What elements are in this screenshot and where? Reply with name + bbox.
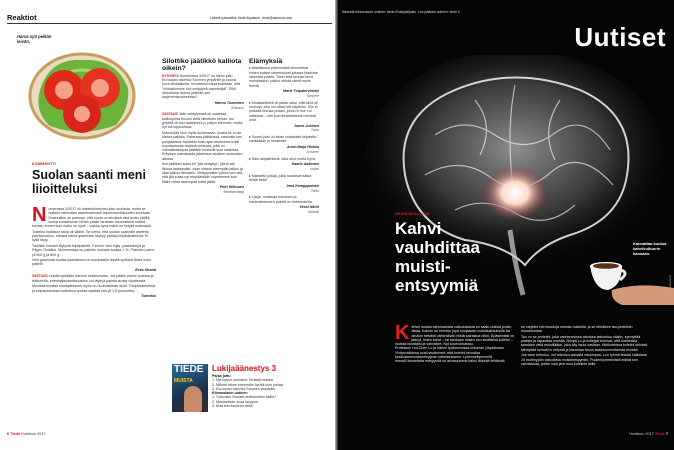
article-text: ahvin muista vahvistavista vaikutuksista on saatu uutisia jonkin aikaa. Kahvin on kerrottu jopa suojaavan muistisairauksilta tai ainakin selvästi vähentävän niistä sairastua riihin. Epäselvästi on jäänyt, miten kahvi – tai tarkkaan ottaen sen sisältämä kofeiini – muistia boostaisi ja vahvistee. Nyt kuva kirkastuu. <box>395 325 515 347</box>
brain-hotspot <box>481 165 549 221</box>
q1-paragraph: Kun jäätikkö sulaa eli "jää vetäytyy", jää ei ala liikkua taaksepäin, vaan virtaus eteenpäin jatkuu ja siksi jatkuu hiontakin. Vetäytymisen jottua vain sitä, että jää sulaa nyt etupäästään nopeammin kuin tilalle virtaa taaempaa uutta jäätä. <box>162 162 244 184</box>
reaction-place: Helsinki <box>307 210 319 214</box>
reaction-signature: Anne-Maija Hinkka <box>287 145 319 150</box>
reader-poll <box>212 364 322 408</box>
closing-paragraph: Monissa leivissä suolapitoisuus myös on huomattavan suuri. Padpintaleivissä ja esipaistetuissa tuotteissa suolaa saattaa olla yli 1,5 prosenttia. <box>32 284 156 293</box>
reaction-text: Sain lahjalehtenä. Aika ohut mutta hyvä. <box>251 156 316 161</box>
cover-title: TIEDE <box>174 364 204 375</box>
page-gutter <box>335 0 338 450</box>
poll-best-item: 3. Euroopan rakentui Suomen ympärille <box>212 386 276 391</box>
article-paragraph: Professori Hui-Chen Lu ja hänen työtovernissa Indianan yliopistossa Yhdysvalloissa ovat havainneet, että kofeiini tehostaa keskushermostoentsyymin valmistukseen. Lyhenneltymmellä nmnat2:tunnettuta entsyymiä on aivosoumme kaksi tärkeää tehtävää. <box>395 346 506 364</box>
left-footer <box>7 432 46 436</box>
tomato-seeds <box>74 106 90 122</box>
right-page <box>337 0 674 450</box>
poll-best-label: Paras juttu <box>212 374 231 378</box>
q1-signature-role: tiedetoimittaja <box>223 189 244 194</box>
right-footer <box>629 432 668 436</box>
q1-label: KYSYMYS <box>162 73 179 78</box>
vastaus-text: Leipää syödään harvoin sellaisenaan. Jos päälle panee juustoa ja leikkeleitä, enimmäissaantisuositus voi täyttyä parista isosta viipaleesta. <box>32 274 154 283</box>
bullet-arrow-icon: ▸ <box>249 173 251 178</box>
reaction-place: Joroinen <box>306 149 319 154</box>
news-header-line: Äänestä kiinnostavin uutinen: tiede.fi/lukijakilpailu. Lue pääsän uutinen: tiede.fi <box>342 10 460 14</box>
tomato-seeds <box>55 81 73 99</box>
article-paragraph: Tau on se proteiini, joka vanhenevissa aivoissa laskostuu väärin, syrmyttää plakkia ja rapauttaa muistia. Niinpä Lu ja kollegat toivovat, että kofeiinista saadaan vielä muistilääke, joka käy tauta vastaan. Hiirikokeissa kofeiini selvästi kiihdyttää nmnat2:n eritystä ja parantaa tauun tavkkuunmuttamaa muistia. <box>521 334 648 352</box>
article-paragraph: Jos toive toteutuu, voi toteutuu samalla vasampaa. Lun ryhmä testasi kaikkiaan 24 molekyyliin vaikutusta muistientsyymiin. Puolenkymmenistä edistä sen valmistusta, joskin vain yksi muu kofeiinin lailla. <box>521 353 648 366</box>
section-label: Reaktiot <box>7 13 37 22</box>
comment-article-body <box>32 204 156 299</box>
reaction-item <box>249 195 319 204</box>
poll-news-item: 1. Tulevaiko virukset antibioottien tilalle? <box>212 395 277 400</box>
poll-best-item: 1. Nyt loppui unohtelu: Terästä muistia <box>212 378 273 383</box>
article-headline: Kahvi vauhdittaa muisti-entsyymiä <box>395 219 481 295</box>
q1-paragraph: Mannerjää hioo myös sulaessaan, koska se ei ole kiinteä palikka. Paksussa jäätikössä, varsinkin sen pohjaosissa, tapahtuu koko ajan etureunaa kohti suuntautuvaa sisäistä virtausta, joka on voimakkaampaa jäätikön keskellä kuin sadeissa. Erityisen voimakasta jäävirtaus sisäisen sulamisen aikana. <box>162 130 243 161</box>
dropcap-and-lead <box>395 322 515 347</box>
middle-column <box>162 58 244 197</box>
article-signature: Eeva Strand <box>135 268 156 273</box>
reactions-title: Elämyksiä <box>249 58 283 65</box>
photo-credit: Kuva: Shutterstock <box>668 274 672 300</box>
sandwich-photo <box>20 30 145 155</box>
vastaus-paragraph <box>32 274 156 283</box>
tomato-seeds <box>91 79 109 97</box>
q1-signature: Hannu Tuominen <box>214 100 244 105</box>
reaction-text: Muistiartikkeli oli paras sikisi, että siinä oli neuvoja, jolla voi ottaa heti käyttöön. Siis ei pelkkää teoriaa jostain, johon ei itse voi vaikuttaa – niin kuin tiedeartikkelit monesti ovat. <box>249 100 318 122</box>
footer-issue: Huhtikuu 2017 <box>629 432 654 436</box>
reaction-text: Maaliskuun pidemmistä kiinnostivat eniten kotiset rakennukset jutussa Maailma rakentaa pilvien. Tosin siitä seurasi lievä mahalaskun: pakko nähdä nämä myös livenä! <box>249 66 318 88</box>
photo-caption: Kannattaa kuulua kahvikultuurin kansaan. <box>633 241 667 256</box>
q1-answer <box>162 112 244 129</box>
footer-issue: Huhtikuu 2017 <box>21 432 46 436</box>
article-kicker: NEUROBIOLOGIA <box>395 212 430 216</box>
header-rule <box>7 23 332 24</box>
news-col-2 <box>521 325 649 368</box>
article-paragraph: Toiseksi huitaisun takia oli väärin. Se kertoi, että suolan saanniile asetettu päiväsuositus, eitoista nämä grammaa, täyttyy parista leipäsiipaleesta. Ei kyllä täyty. <box>32 229 149 243</box>
reaction-item <box>249 157 319 161</box>
reaction-text: Suomi-juttu oli aivan loistavasti kirjoitettu, värikkäästi ja hauskasti. <box>249 135 318 144</box>
dropcap: K <box>395 322 410 344</box>
bullet-arrow-icon: ▸ <box>249 100 251 105</box>
news-col-1 <box>395 322 515 365</box>
reaction-place: Turku <box>310 188 319 193</box>
reaction-place: Turku <box>310 128 319 133</box>
q1-signature-place: Sotkamo <box>230 105 244 110</box>
coffee-cup-photo <box>582 250 674 305</box>
q1-text: Numerossa 3/2017 on hieno juttu Euroopan rakentui Suomen ympärille ja kaunis kuva silokalliosta. Kuvateksti tossa todetaan, että "silokalliomme hioi vetäytyvä mannerjää". Eikö silokalliota hiomut jäätikkö sen laajenemisvaiheessa? <box>162 73 241 100</box>
bullet-arrow-icon: ▸ <box>249 195 251 200</box>
reaction-item <box>249 174 319 183</box>
reaction-signature: Irma Kempppainen <box>286 183 319 188</box>
page-number: 7 <box>665 432 668 436</box>
reaction-place: Inakel <box>310 167 319 172</box>
bullet-arrow-icon: ▸ <box>249 66 251 71</box>
hand <box>612 285 674 305</box>
poll-news-label: Kiinnostavin uutinen <box>212 391 248 396</box>
reaction-item <box>249 135 319 144</box>
article-paragraph: Tarkistin kotoani löytyvät leipäpaketit. Fazerin Vesi eljäs -paahtoleipä ja Pågen Olvallus. Molemmissa on paketin mukaan suolaa 1 %. Paketten paino yli 500 g ja 600 g. <box>32 243 155 257</box>
section-title: Uutiset <box>574 22 666 52</box>
reaction-text: Maksella juttuja, joilla ruokkivat hatua tietää lisää! <box>249 173 312 183</box>
footer-brand: Tiede <box>10 432 21 436</box>
reaction-place: Tampere <box>306 93 319 98</box>
article-paragraph: se varjelee hermosoluja stressin haitoilta, ja se ehkäisee tau-proteiinin muodostusta. <box>521 325 633 334</box>
poll-news-item: 3. Maa teki itselleen vettä <box>212 404 253 409</box>
bullet-arrow-icon: ▸ <box>249 156 251 161</box>
q1-vastaus-text: Jään vetäytyessä eli sulaessa kallionpinta hioutui vielä viimeisen kerran. Iso jyrsintä oli toki tapahtunut jo paljon aiemmin, mutta nyt tuli loppusilaus. <box>162 112 243 130</box>
article-signature-2: Toimitus <box>141 294 156 299</box>
q1-question <box>162 74 244 100</box>
q1-signature-2: Petri Riikonen <box>219 185 244 190</box>
cover-figure <box>184 386 202 412</box>
reaction-signature: Kaarlo Aaltonen <box>291 162 319 167</box>
reaction-item <box>249 66 319 87</box>
reaction-text: Laaja, mukavan kokoinen ja mielenkiintoinen paketti en tieteenalolta. <box>249 195 313 204</box>
article-lead: umerossa 2/2017 oli mielenkiintoinen juttu suolasta, mutta se huitaisi mielestäni asiantuntevasti leipomoteollisuuden suuntaan. <box>48 207 152 216</box>
coffee-surface <box>593 263 619 269</box>
footer-brand: Tiede <box>654 432 665 436</box>
article-paragraph: Vesi grammaa suolaa saadaksesi on kumpaakin leipää syötävä lähes koko paketti. <box>32 258 152 267</box>
dropcap: N <box>32 204 47 226</box>
page-number: 6 <box>7 432 10 436</box>
vastaus-label: VASTAUS <box>32 274 48 279</box>
reaction-item <box>249 101 319 122</box>
poll-title: Lukijaäänestys 3 <box>212 364 277 373</box>
bullet-arrow-icon: ▸ <box>249 135 251 140</box>
photo-caption: Harva syö pelkän leivän. <box>17 34 52 44</box>
article-paragraph: Ensinnäkin on parempi, että suola on leivässä eikä levän päällä, koska suolattoman leivän päälle tarvitaan huomattava määrä suolaa, ennen kuin maku on hyvä – vaikka hyvä maku on tietysti makuasia. <box>32 215 152 229</box>
contact-line: Lähetä palautetta: tiede.fi/palaute, tiede@sanoma.com <box>210 16 293 20</box>
reaction-signature: Vessi Närhi <box>299 205 319 210</box>
cover-subtitle: MUISTA <box>174 378 193 384</box>
reaction-signature: Janne Jokinen <box>294 123 319 128</box>
reaction-signature: Marie Tolpatervininki <box>283 89 319 94</box>
article-headline: Suolan saanti meni liioitteluksi <box>32 168 146 196</box>
poll-best-item: 2. Niihetti tekee enemmän hyvää kuin pahaa <box>212 382 283 387</box>
q1-vastaus-label: VASTAUS <box>162 112 178 117</box>
magazine-cover-thumbnail <box>172 364 208 412</box>
article-kicker: KOMMENTTI <box>32 162 57 166</box>
reader-reactions-column <box>249 58 319 217</box>
q1-title: Silottiko jäätikkö kalliota oikein? <box>162 58 242 73</box>
poll-news-item: 2. Mustaviidan ouaa luuppua <box>212 399 258 404</box>
